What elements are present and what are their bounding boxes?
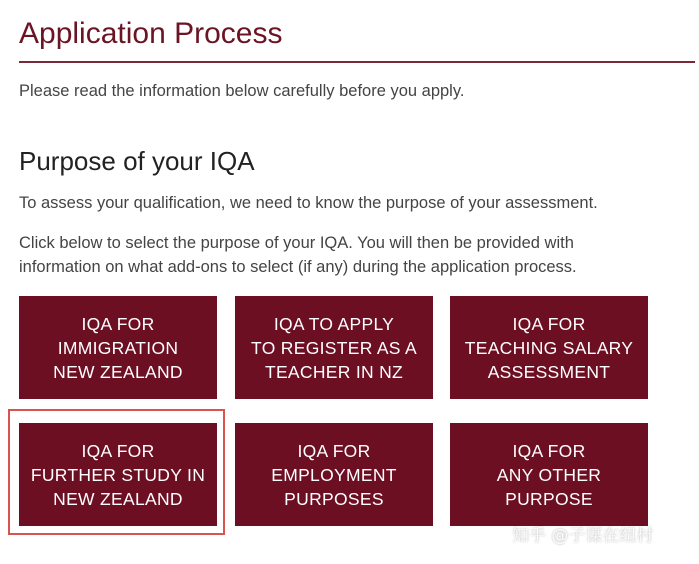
watermark: 知乎 @子谋在纽村 [512, 526, 654, 546]
iqa-other-purpose-button[interactable] [450, 423, 648, 526]
iqa-immigration-label: IQA FOR IMMIGRATION NEW ZEALAND [53, 313, 183, 382]
iqa-employment-button[interactable] [235, 423, 433, 526]
selection-instructions [19, 231, 577, 279]
page-title: Application Process [19, 17, 283, 50]
iqa-teaching-salary-label: IQA FOR TEACHING SALARY ASSESSMENT [464, 313, 634, 382]
iqa-other-purpose-label: IQA FOR ANY OTHER PURPOSE [496, 440, 602, 509]
selection-instructions-line-2: information on what add-ons to select (if any) during the application process. [19, 258, 577, 276]
iqa-further-study-button[interactable] [19, 423, 217, 526]
iqa-teacher-registration-label: IQA TO APPLY TO REGISTER AS A TEACHER IN NZ [251, 313, 417, 382]
iqa-further-study-label: IQA FOR FURTHER STUDY IN NEW ZEALAND [30, 440, 206, 509]
selection-instructions-line-1: Click below to select the purpose of your IQA. You will then be provided with [19, 234, 574, 252]
iqa-employment-label: IQA FOR EMPLOYMENT PURPOSES [271, 440, 397, 509]
iqa-teacher-registration-button[interactable] [235, 296, 433, 399]
iqa-immigration-button[interactable] [19, 296, 217, 399]
purpose-description: To assess your qualification, we need to know the purpose of your assessment. [19, 194, 598, 212]
iqa-teaching-salary-button[interactable] [450, 296, 648, 399]
title-divider [19, 61, 695, 63]
intro-text: Please read the information below carefully before you apply. [19, 82, 465, 100]
section-heading: Purpose of your IQA [19, 146, 255, 176]
